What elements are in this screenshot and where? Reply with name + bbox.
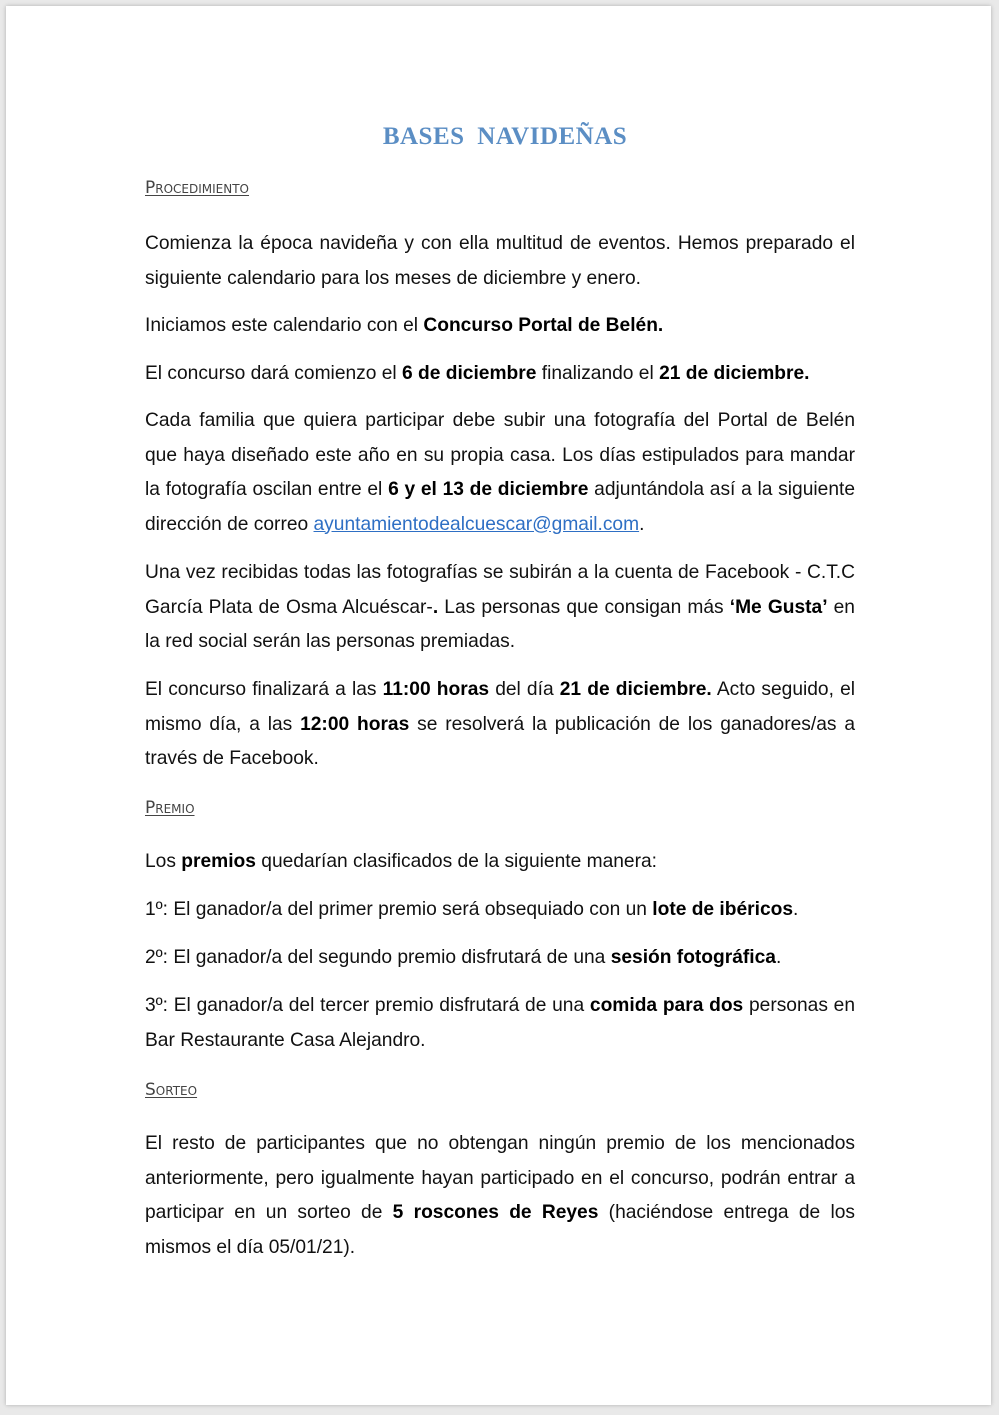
- prize-third: 3º: El ganador/a del tercer premio disfrutará de una comida para dos personas en Bar Restaurante Casa Alejandro.: [145, 995, 856, 1051]
- paragraph-fechas: El concurso dará comienzo el 6 de diciembre finalizando el 21 de diciembre.: [145, 363, 810, 384]
- paragraph-sorteo: El resto de participantes que no obtengan ningún premio de los mencionados anteriormente, pero igualmente hayan participado en el concurso, podrán entrar a participar en un sorteo de 5 roscones de Reyes (haciéndose entrega de los mismos el día 05/01/21).: [145, 1133, 855, 1258]
- email-link[interactable]: ayuntamientodealcuescar@gmail.com: [313, 513, 640, 535]
- section-heading-procedimiento: Procedimiento: [145, 178, 250, 198]
- paragraph-concurso-intro: Iniciamos este calendario con el Concurso Portal de Belén.: [145, 315, 664, 336]
- section-heading-sorteo: Sorteo: [145, 1080, 198, 1100]
- paragraph-participacion: Cada familia que quiera participar debe subir una fotografía del Portal de Belén que haya diseñado este año en su propia casa. Los días estipulados para mandar la fotografía oscilan entre el 6 y el 13 de diciembre adjuntándola así a la siguiente dirección de correo ayuntamientodealcuescar@gmail.com.: [145, 410, 855, 535]
- paragraph-facebook: Una vez recibidas todas las fotografías se subirán a la cuenta de Facebook - C.T.C García Plata de Osma Alcuéscar-. Las personas que consigan más ‘Me Gusta’ en la red social serán las personas premiadas.: [145, 562, 855, 652]
- section-heading-premio: Premio: [145, 798, 195, 818]
- paragraph-intro: Comienza la época navideña y con ella multitud de eventos. Hemos preparado el siguiente calendario para los meses de diciembre y enero.: [145, 233, 855, 289]
- document-page: [6, 6, 991, 1405]
- prize-second: 2º: El ganador/a del segundo premio disfrutará de una sesión fotográfica.: [145, 947, 782, 968]
- paragraph-premios-intro: Los premios quedarían clasificados de la siguiente manera:: [145, 851, 657, 872]
- paragraph-finalizacion: El concurso finalizará a las 11:00 horas del día 21 de diciembre. Acto seguido, el mismo día, a las 12:00 horas se resolverá la publicación de los ganadores/as a través de Facebook.: [145, 679, 856, 769]
- document-title: BASES NAVIDEÑAS: [382, 123, 628, 150]
- prize-first: 1º: El ganador/a del primer premio será obsequiado con un lote de ibéricos.: [145, 899, 799, 920]
